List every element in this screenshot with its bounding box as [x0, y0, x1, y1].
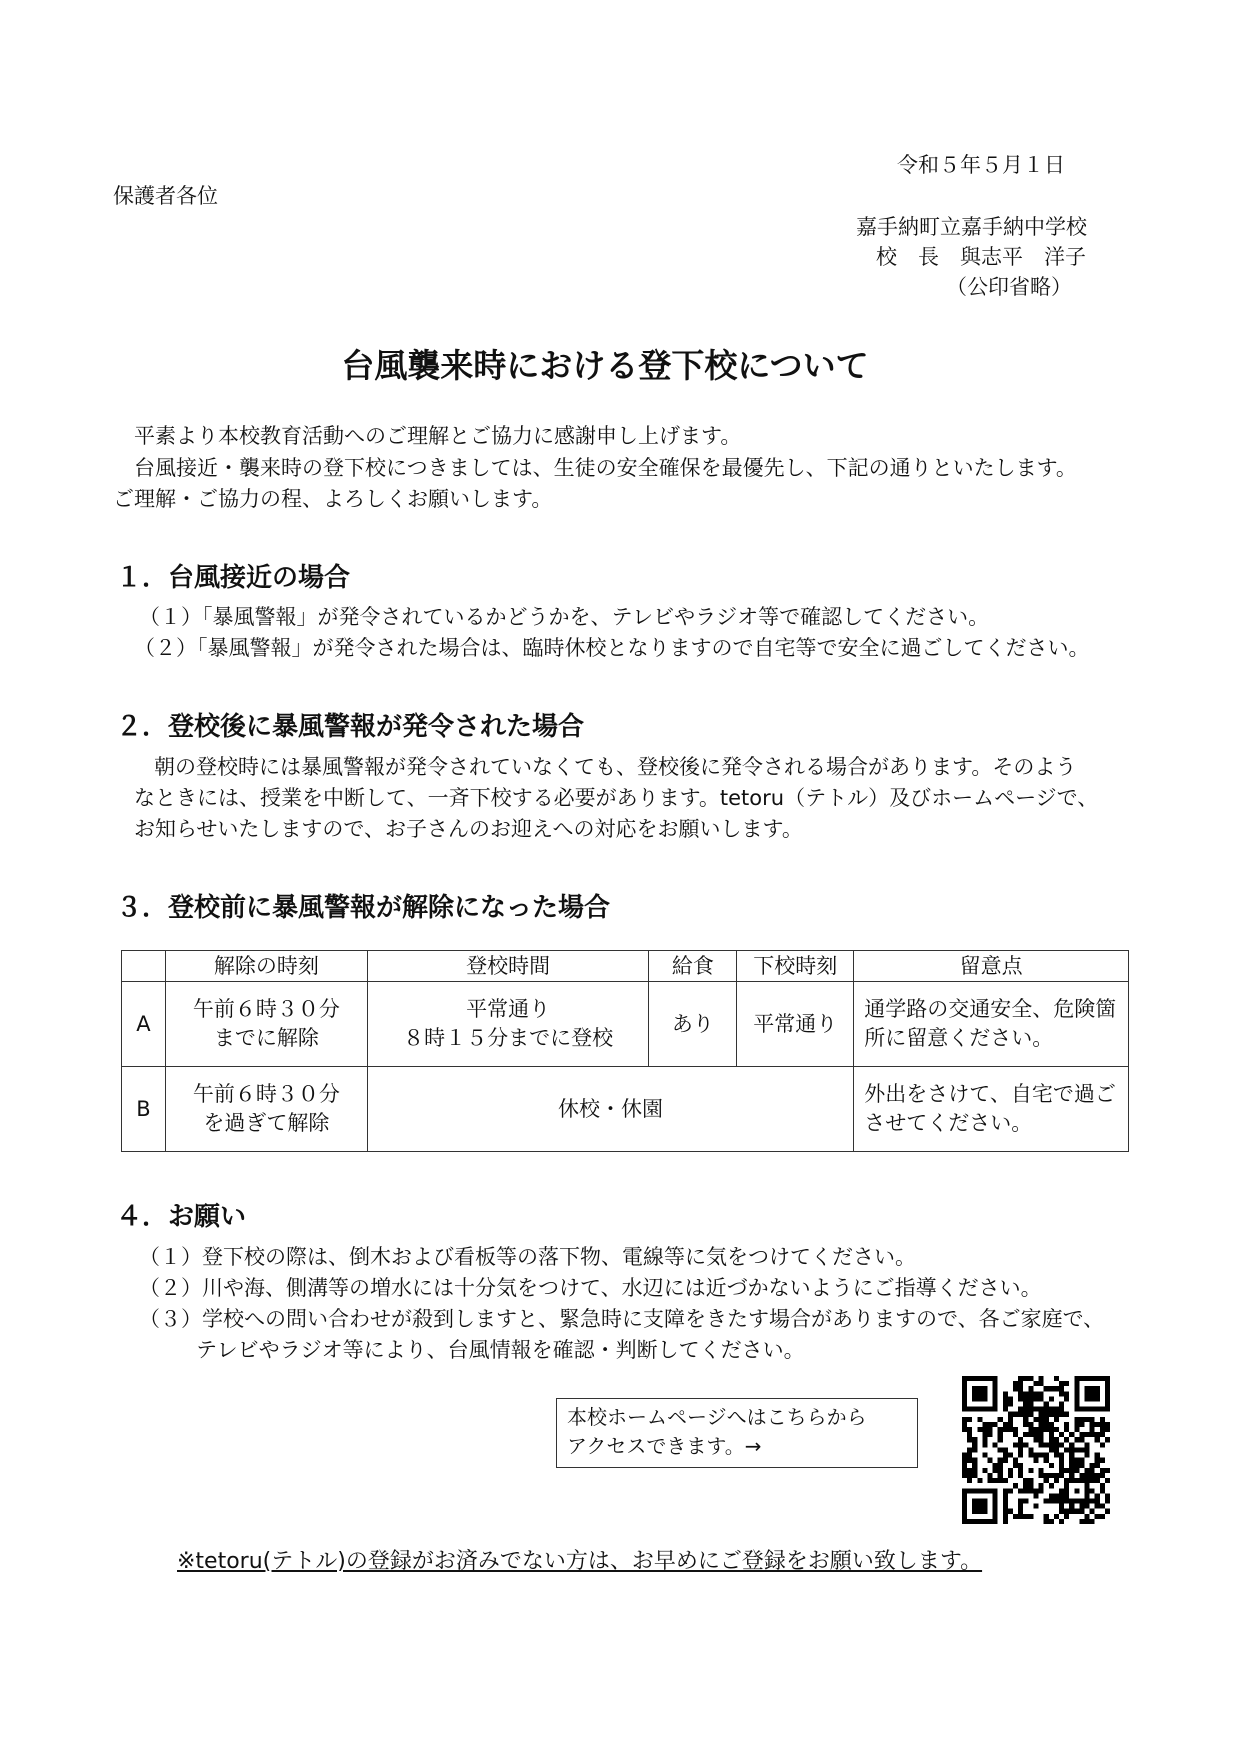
- seal-note: （公印省略）: [946, 275, 1072, 299]
- row-a-release-time-line-2: までに解除: [213, 1026, 319, 1050]
- qr-code-icon[interactable]: [962, 1376, 1110, 1524]
- row-a-arrival-line-2: ８時１５分までに登校: [403, 1026, 614, 1050]
- column-header-notes: 留意点: [854, 951, 1129, 982]
- row-b-notes-line-2: させてください。: [864, 1111, 1033, 1135]
- section-2-heading: ２．登校後に暴風警報が発令された場合: [116, 712, 585, 742]
- section-4-item-3-continued: テレビやラジオ等により、台風情報を確認・判断してください。: [196, 1338, 805, 1362]
- row-b-label: B: [122, 1067, 166, 1152]
- row-a-arrival-line-1: 平常通り: [466, 997, 551, 1021]
- section-2-line-2: なときには、授業を中断して、一斉下校する必要があります。tetoru（テトル）及びホームページで、: [134, 786, 1099, 810]
- row-a-release-time-line-1: 午前６時３０分: [192, 997, 340, 1021]
- section-1-item-2: （２）「暴風警報」が発令された場合は、臨時休校となりますので自宅等で安全に過ごしてください。: [134, 636, 1090, 660]
- tetoru-registration-note: ※tetoru(テトル)の登録がお済みでない方は、お早めにご登録をお願い致します。: [177, 1549, 983, 1574]
- section-4-item-2: （２）川や海、側溝等の増水には十分気をつけて、水辺には近づかないようにご指導ください。: [139, 1276, 1042, 1300]
- date: 令和５年５月１日: [897, 153, 1065, 177]
- table-row-b: [122, 1067, 1129, 1152]
- column-header-arrival-time: 登校時間: [367, 951, 649, 982]
- row-a-label: A: [122, 982, 166, 1067]
- table-header-row: [122, 951, 1129, 982]
- column-header-release-time: 解除の時刻: [165, 951, 367, 982]
- intro-line-1: 平素より本校教育活動へのご理解とご協力に感謝申し上げます。: [134, 424, 742, 448]
- recipient: 保護者各位: [113, 184, 218, 208]
- section-4-item-1: （１）登下校の際は、倒木および看板等の落下物、電線等に気をつけてください。: [139, 1245, 916, 1269]
- table-row-a: [122, 982, 1129, 1067]
- homepage-line-2: アクセスできます。→: [567, 1434, 762, 1458]
- column-header-dismissal-time: 下校時刻: [737, 951, 854, 982]
- section-3-heading: ３．登校前に暴風警報が解除になった場合: [116, 893, 611, 923]
- intro-line-3: ご理解・ご協力の程、よろしくお願いします。: [113, 487, 553, 511]
- row-b-release-time-line-2: を過ぎて解除: [203, 1111, 330, 1135]
- row-a-release-time: [165, 982, 367, 1067]
- row-a-lunch: あり: [649, 982, 737, 1067]
- homepage-link-box: [556, 1398, 918, 1468]
- principal-name: 校 長 與志平 洋子: [876, 245, 1086, 269]
- section-2-line-3: お知らせいたしますので、お子さんのお迎えへの対応をお願いします。: [134, 817, 803, 841]
- intro-line-2: 台風接近・襲来時の登下校につきましては、生徒の安全確保を最優先し、下記の通りといたします。: [134, 456, 1077, 480]
- section-1-item-1: （１）「暴風警報」が発令されているかどうかを、テレビやラジオ等で確認してください。: [139, 605, 990, 629]
- row-a-notes: [854, 982, 1129, 1067]
- row-a-notes-line-1: 通学路の交通安全、危険箇: [864, 997, 1117, 1021]
- section-1-heading: １．台風接近の場合: [116, 563, 351, 593]
- section-2-line-1: 朝の登校時には暴風警報が発令されていなくても、登校後に発令される場合があります。そのよう: [154, 755, 1077, 779]
- row-a-arrival-time: [367, 982, 649, 1067]
- page-title: 台風襲来時における登下校について: [341, 346, 869, 385]
- release-schedule-table: [121, 950, 1129, 1152]
- row-b-notes: [854, 1067, 1129, 1152]
- section-4-item-3: （３）学校への問い合わせが殺到しますと、緊急時に支障をきたす場合がありますので、各ご家庭で、: [139, 1307, 1105, 1331]
- column-header-blank: [122, 951, 166, 982]
- row-b-release-time: [165, 1067, 367, 1152]
- row-b-notes-line-1: 外出をさけて、自宅で過ご: [864, 1082, 1116, 1106]
- section-4-heading: ４．お願い: [116, 1202, 247, 1232]
- column-header-lunch: 給食: [649, 951, 737, 982]
- homepage-line-1: 本校ホームページへはこちらから: [567, 1405, 867, 1429]
- row-a-notes-line-2: 所に留意ください。: [864, 1026, 1054, 1050]
- row-b-release-time-line-1: 午前６時３０分: [192, 1082, 340, 1106]
- row-b-school-closed: 休校・休園: [367, 1067, 854, 1152]
- school-name: 嘉手納町立嘉手納中学校: [856, 215, 1087, 239]
- row-a-dismissal-time: 平常通り: [737, 982, 854, 1067]
